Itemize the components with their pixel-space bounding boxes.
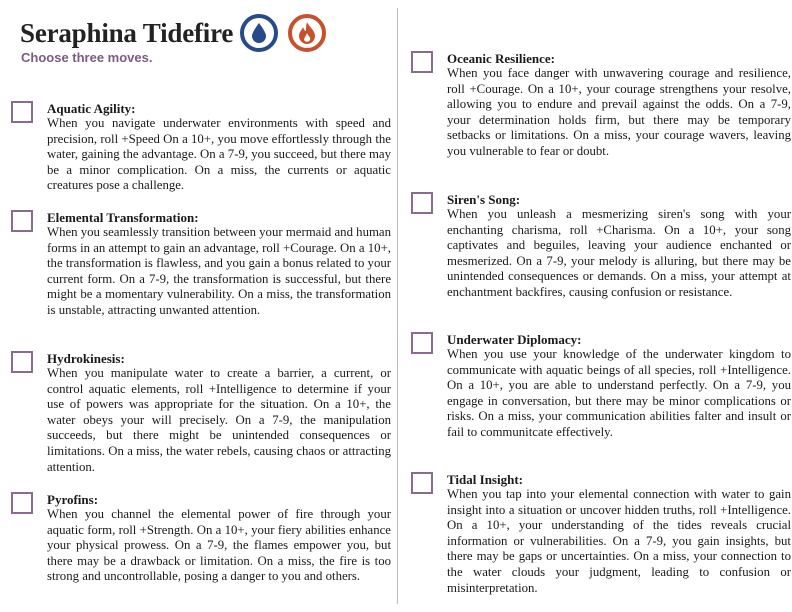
move-checkbox[interactable] [411, 192, 433, 214]
move-title: Pyrofins: [47, 492, 99, 507]
character-name: Seraphina Tidefire [20, 18, 234, 48]
move-title: Underwater Diplomacy: [447, 332, 582, 347]
move-title: Hydrokinesis: [47, 351, 125, 366]
move-title: Tidal Insight: [447, 472, 523, 487]
move-description: When you unleash a mesmerizing siren's song with your enchanting charisma, roll +Charisma. On a 10+, your song captivates and beguiles, leaving your audience enchanted or mesmerized. On a 7-9, your melody is alluring, but there may be unintended consequences or demands. On a miss, your attempt at enchantment backfires, causing confusion or resistance. [447, 207, 791, 299]
move-checkbox[interactable] [11, 351, 33, 373]
move-description: When you channel the elemental power of fire through your aquatic form, roll +Strength. On a 10+, your fiery abilities enhance your physical prowess. On a 7-9, the flames empower you, but there may be a drawback or limitation. On a miss, the fire is too strong and uncontrollable, posing a danger to you and others. [47, 507, 391, 584]
move-checkbox[interactable] [411, 51, 433, 73]
move-description: When you face danger with unwavering courage and resilience, roll +Courage. On a 10+, your courage strengthens your resolve, allowing you to endure and prevail against the odds. On a 7-9, your determination holds firm, but there may be temporary setbacks or limitations. On a miss, your courage wavers, leaving you vulnerable to fear or doubt. [447, 66, 791, 158]
move-title: Elemental Transformation: [47, 210, 199, 225]
move-checkbox[interactable] [11, 101, 33, 123]
move-description: When you manipulate water to create a barrier, a current, or control aquatic elements, roll +Intelligence to determine if your use of powers was appropriate for the situation. On a 10+, the water obeys your will precisely. On a 7-9, the manipulation succeeds, but there might be unintended consequences or limitations. On a miss, the water rebels, causing chaos or attracting attention. [47, 366, 391, 474]
move-title: Oceanic Resilience: [447, 51, 555, 66]
move-description: When you use your knowledge of the underwater kingdom to communicate with aquatic beings of all species, roll +Intelligence. On a 10+, you are able to understand perfectly. On a 7-9, you engage in conversation, but there may be minor complications or risks. On a miss, your communication abilities falter and insult or fail to communitcate effectively. [447, 347, 791, 439]
move-title: Siren's Song: [447, 192, 521, 207]
column-divider [397, 8, 398, 604]
move-description: When you navigate underwater environments with speed and precision, roll +Speed On a 10+, you move effortlessly through the water, gaining the advantage. On a 7-9, you succeed, but there may be a minor complication. On a miss, the currents or aquatic creatures pose a challenge. [47, 116, 391, 193]
move-title: Aquatic Agility: [47, 101, 136, 116]
move-checkbox[interactable] [411, 472, 433, 494]
move-checkbox[interactable] [11, 210, 33, 232]
move-checkbox[interactable] [411, 332, 433, 354]
fire-icon [288, 14, 326, 52]
move-description: When you tap into your elemental connection with water to gain insight into a situation or uncover hidden truths, roll +Intelligence. On a 10+, your understanding of the tides reveals crucial information or vulnerabilities. On a 7-9, you gain insights, but there may be gaps or uncertainties. On a miss, your connection to the water clouds your judgment, leading to confusion or misinterpretation. [447, 487, 791, 595]
move-instruction: Choose three moves. [21, 50, 153, 65]
move-checkbox[interactable] [11, 492, 33, 514]
water-drop-icon [240, 14, 278, 52]
move-description: When you seamlessly transition between your mermaid and human forms in an attempt to gain an advantage, roll +Courage. On a 10+, the transformation is flawless, and you gain a bonus related to your current form. On a 7-9, the transformation is successful, but there might be a momentary vulnerability. On a miss, the transformation is unstable, attracting unwanted attention. [47, 225, 392, 317]
